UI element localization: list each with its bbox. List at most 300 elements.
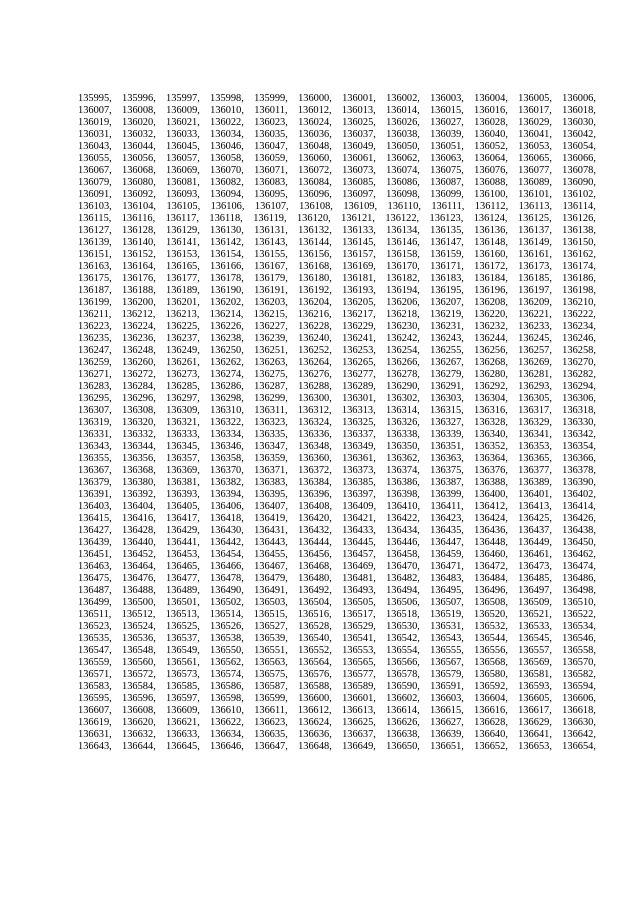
number-item: 136070, <box>210 165 244 176</box>
number-item: 136404, <box>122 501 156 512</box>
number-item: 136648, <box>298 741 332 752</box>
number-item: 136294, <box>562 381 596 392</box>
number-item: 136591, <box>430 681 464 692</box>
number-item: 136625, <box>342 717 376 728</box>
number-item: 136141, <box>166 237 200 248</box>
number-item: 136562, <box>210 657 244 668</box>
number-item: 136101, <box>518 189 552 200</box>
number-item: 136401, <box>518 489 552 500</box>
number-item: 136232, <box>474 321 508 332</box>
number-item: 136218, <box>385 309 420 320</box>
number-item: 136276, <box>298 369 332 380</box>
number-item: 136387, <box>430 477 464 488</box>
number-item: 136282, <box>562 369 596 380</box>
number-item: 136456, <box>298 549 332 560</box>
number-item: 136414, <box>562 501 596 512</box>
number-line <box>78 705 596 717</box>
number-item: 136096, <box>298 189 332 200</box>
number-item: 136494, <box>386 585 420 596</box>
number-item: 136174, <box>562 261 596 272</box>
number-line <box>78 117 596 129</box>
number-item: 136441, <box>166 537 200 548</box>
number-line <box>78 573 596 585</box>
number-item: 136346, <box>210 441 244 452</box>
number-item: 136503, <box>254 597 288 608</box>
number-item: 136587, <box>254 681 288 692</box>
number-item: 136421, <box>342 513 376 524</box>
number-item: 136553, <box>342 645 376 656</box>
number-item: 136563, <box>254 657 288 668</box>
number-item: 136190, <box>210 285 244 296</box>
number-item: 136001, <box>342 93 376 104</box>
number-item: 136078, <box>562 165 596 176</box>
number-line <box>78 681 596 693</box>
number-item: 136023, <box>254 117 288 128</box>
number-item: 136300, <box>298 393 332 404</box>
number-item: 136344, <box>122 441 156 452</box>
number-item: 136361, <box>342 453 376 464</box>
number-item: 136573, <box>166 669 200 680</box>
number-item: 136017, <box>518 105 552 116</box>
number-item: 136241, <box>342 333 376 344</box>
number-line <box>78 429 596 441</box>
number-item: 136301, <box>342 393 376 404</box>
number-item: 136036, <box>298 129 332 140</box>
number-item: 136268, <box>474 357 508 368</box>
number-item: 136155, <box>254 249 288 260</box>
number-item: 136111, <box>431 201 465 212</box>
number-item: 136095, <box>254 189 288 200</box>
number-item: 136035, <box>254 129 288 140</box>
number-item: 136515, <box>253 609 288 620</box>
number-item: 136338, <box>386 429 420 440</box>
number-item: 136365, <box>518 453 552 464</box>
number-item: 136085, <box>342 177 376 188</box>
number-item: 136574, <box>210 669 244 680</box>
number-item: 136131, <box>254 225 288 236</box>
number-item: 136295, <box>78 393 112 404</box>
number-item: 136307, <box>78 405 112 416</box>
number-item: 136556, <box>474 645 508 656</box>
number-item: 136467, <box>254 561 288 572</box>
number-item: 136589, <box>342 681 376 692</box>
number-line <box>78 477 596 489</box>
number-item: 136417, <box>166 513 200 524</box>
number-item: 136220, <box>474 309 508 320</box>
number-item: 136398, <box>386 489 420 500</box>
number-item: 136104, <box>122 201 156 212</box>
number-item: 136287, <box>254 381 288 392</box>
number-item: 136451, <box>78 549 112 560</box>
number-item: 136270, <box>562 357 596 368</box>
number-item: 136230, <box>386 321 420 332</box>
number-item: 136109, <box>343 201 378 212</box>
number-item: 136542, <box>386 633 420 644</box>
number-item: 136227, <box>254 321 288 332</box>
number-item: 136610, <box>210 705 244 716</box>
number-item: 136292, <box>474 381 508 392</box>
number-item: 136162, <box>562 249 596 260</box>
number-item: 136537, <box>166 633 200 644</box>
number-item: 136350, <box>386 441 420 452</box>
number-item: 136143, <box>254 237 288 248</box>
number-item: 136598, <box>210 693 244 704</box>
number-item: 136022, <box>210 117 244 128</box>
number-item: 136291, <box>430 381 464 392</box>
number-item: 136458, <box>386 549 420 560</box>
number-item: 136110, <box>387 201 421 212</box>
number-item: 136090, <box>562 177 596 188</box>
number-item: 136508, <box>474 597 508 608</box>
number-item: 136596, <box>122 693 156 704</box>
number-item: 136354, <box>562 441 596 452</box>
number-item: 136386, <box>386 477 420 488</box>
number-item: 136236, <box>122 333 156 344</box>
number-item: 136635, <box>254 729 288 740</box>
number-item: 136424, <box>474 513 508 524</box>
number-item: 136059, <box>254 153 288 164</box>
number-item: 136607, <box>78 705 112 716</box>
number-item: 136651, <box>430 741 464 752</box>
number-item: 136343, <box>78 441 112 452</box>
number-item: 136526, <box>210 621 244 632</box>
number-item: 136093, <box>166 189 200 200</box>
number-item: 136306, <box>562 393 596 404</box>
number-item: 136208, <box>474 297 508 308</box>
number-item: 136540, <box>298 633 332 644</box>
number-item: 136523, <box>78 621 112 632</box>
number-item: 136010, <box>210 105 244 116</box>
number-item: 136303, <box>430 393 464 404</box>
number-line <box>78 141 596 153</box>
number-item: 136376, <box>474 465 508 476</box>
number-item: 135999, <box>254 93 288 104</box>
number-item: 136617, <box>518 705 552 716</box>
number-item: 136335, <box>254 429 288 440</box>
number-item: 136453, <box>166 549 200 560</box>
number-item: 136524, <box>122 621 156 632</box>
number-item: 136438, <box>562 525 596 536</box>
number-item: 136439, <box>78 537 112 548</box>
number-item: 136396, <box>298 489 332 500</box>
number-line <box>78 513 596 525</box>
number-item: 136188, <box>122 285 156 296</box>
number-item: 136269, <box>518 357 552 368</box>
number-item: 136175, <box>78 273 112 284</box>
number-item: 136217, <box>341 309 376 320</box>
number-item: 136132, <box>298 225 332 236</box>
number-item: 136058, <box>210 153 244 164</box>
number-item: 136377, <box>518 465 552 476</box>
number-item: 136331, <box>78 429 112 440</box>
number-line <box>78 669 596 681</box>
number-item: 136646, <box>210 741 244 752</box>
number-item: 136619, <box>78 717 112 728</box>
number-item: 136168, <box>298 261 332 272</box>
number-item: 136249, <box>166 345 200 356</box>
number-item: 136187, <box>78 285 112 296</box>
number-item: 136449, <box>518 537 552 548</box>
number-item: 136497, <box>518 585 552 596</box>
number-item: 136461, <box>518 549 552 560</box>
number-item: 136129, <box>166 225 200 236</box>
number-item: 136603, <box>430 693 464 704</box>
number-item: 136358, <box>210 453 244 464</box>
number-item: 136529, <box>342 621 376 632</box>
number-item: 136024, <box>298 117 332 128</box>
number-item: 136543, <box>430 633 464 644</box>
number-item: 136388, <box>474 477 508 488</box>
number-item: 136608, <box>122 705 156 716</box>
number-item: 136011, <box>254 105 288 116</box>
number-item: 136233, <box>518 321 552 332</box>
number-item: 136237, <box>166 333 200 344</box>
number-line <box>78 153 596 165</box>
number-item: 136310, <box>210 405 244 416</box>
number-item: 136473, <box>518 561 552 572</box>
number-line <box>78 489 596 501</box>
number-item: 136215, <box>253 309 288 320</box>
number-item: 136500, <box>122 597 156 608</box>
number-item: 136018, <box>562 105 596 116</box>
number-item: 136211, <box>78 309 112 320</box>
number-item: 136469, <box>342 561 376 572</box>
number-item: 136484, <box>474 573 508 584</box>
number-item: 136000, <box>298 93 332 104</box>
number-item: 136570, <box>562 657 596 668</box>
number-item: 136147, <box>430 237 464 248</box>
number-line <box>78 369 596 381</box>
number-item: 136454, <box>210 549 244 560</box>
number-item: 136158, <box>386 249 420 260</box>
number-item: 136459, <box>430 549 464 560</box>
number-item: 136146, <box>386 237 420 248</box>
number-item: 136634, <box>210 729 244 740</box>
number-item: 136246, <box>562 333 596 344</box>
number-item: 136611, <box>254 705 288 716</box>
number-item: 136479, <box>254 573 288 584</box>
number-item: 136336, <box>298 429 332 440</box>
number-line <box>78 453 596 465</box>
number-item: 136339, <box>430 429 464 440</box>
number-item: 136092, <box>122 189 156 200</box>
number-item: 136105, <box>166 201 201 212</box>
number-item: 136535, <box>78 633 112 644</box>
number-item: 136369, <box>166 465 200 476</box>
number-item: 136314, <box>385 405 420 416</box>
number-item: 136379, <box>78 477 112 488</box>
number-item: 136616, <box>474 705 508 716</box>
number-item: 136199, <box>78 297 112 308</box>
number-item: 136302, <box>386 393 420 404</box>
number-item: 136328, <box>474 417 508 428</box>
number-item: 136037, <box>342 129 376 140</box>
number-line <box>78 417 596 429</box>
number-item: 136100, <box>474 189 508 200</box>
number-item: 136548, <box>122 645 156 656</box>
number-item: 136538, <box>210 633 244 644</box>
number-item: 136275, <box>254 369 288 380</box>
number-item: 136003, <box>430 93 464 104</box>
number-item: 136509, <box>518 597 552 608</box>
number-item: 136296, <box>122 393 156 404</box>
number-item: 136284, <box>122 381 156 392</box>
number-item: 136518, <box>385 609 420 620</box>
number-item: 136618, <box>562 705 596 716</box>
number-item: 136265, <box>342 357 376 368</box>
number-item: 136219, <box>429 309 464 320</box>
number-item: 136298, <box>210 393 244 404</box>
number-line <box>78 657 596 669</box>
number-item: 136004, <box>474 93 508 104</box>
number-item: 136413, <box>518 501 552 512</box>
number-item: 136179, <box>254 273 288 284</box>
number-item: 136259, <box>78 357 112 368</box>
number-item: 136186, <box>562 273 596 284</box>
number-item: 136114, <box>562 201 596 212</box>
number-item: 136083, <box>254 177 288 188</box>
number-item: 136330, <box>562 417 596 428</box>
number-item: 136418, <box>210 513 244 524</box>
number-item: 136136, <box>474 225 508 236</box>
number-line <box>78 297 596 309</box>
number-item: 136514, <box>209 609 244 620</box>
number-item: 136385, <box>342 477 376 488</box>
number-item: 136315, <box>429 405 464 416</box>
number-item: 136554, <box>386 645 420 656</box>
number-item: 135997, <box>166 93 200 104</box>
number-item: 136415, <box>78 513 112 524</box>
number-item: 136324, <box>298 417 332 428</box>
number-item: 136123, <box>429 213 464 224</box>
number-item: 136347, <box>254 441 288 452</box>
number-item: 136224, <box>122 321 156 332</box>
number-item: 136653, <box>518 741 552 752</box>
number-item: 136103, <box>78 201 112 212</box>
number-item: 136258, <box>562 345 596 356</box>
number-item: 136477, <box>166 573 200 584</box>
number-item: 136243, <box>430 333 464 344</box>
number-item: 136322, <box>210 417 244 428</box>
number-item: 136321, <box>166 417 200 428</box>
number-item: 136025, <box>342 117 376 128</box>
number-item: 136571, <box>78 669 112 680</box>
number-item: 136615, <box>429 705 464 716</box>
number-item: 136013, <box>341 105 376 116</box>
number-item: 136445, <box>342 537 376 548</box>
number-item: 136471, <box>430 561 464 572</box>
number-item: 136308, <box>122 405 156 416</box>
number-item: 136124, <box>473 213 508 224</box>
number-item: 136489, <box>166 585 200 596</box>
number-item: 136044, <box>122 141 156 152</box>
number-item: 136567, <box>430 657 464 668</box>
number-item: 136297, <box>166 393 200 404</box>
number-item: 136517, <box>341 609 376 620</box>
number-item: 136080, <box>122 177 156 188</box>
number-item: 136337, <box>342 429 376 440</box>
number-item: 136041, <box>518 129 552 140</box>
number-item: 136392, <box>122 489 156 500</box>
number-item: 136446, <box>386 537 420 548</box>
number-item: 136403, <box>78 501 112 512</box>
number-item: 136069, <box>166 165 200 176</box>
number-item: 136620, <box>122 717 156 728</box>
number-item: 136316, <box>474 405 508 416</box>
number-item: 136274, <box>210 369 244 380</box>
number-item: 136145, <box>342 237 376 248</box>
number-line <box>78 693 596 705</box>
number-item: 136054, <box>562 141 596 152</box>
number-item: 136406, <box>210 501 244 512</box>
number-item: 136202, <box>210 297 244 308</box>
number-item: 136160, <box>474 249 508 260</box>
number-item: 136367, <box>78 465 112 476</box>
number-item: 136082, <box>210 177 244 188</box>
number-item: 136504, <box>298 597 332 608</box>
number-item: 136311, <box>254 405 288 416</box>
number-item: 136210, <box>562 297 596 308</box>
number-item: 136351, <box>430 441 464 452</box>
number-item: 136560, <box>122 657 156 668</box>
number-item: 136091, <box>78 189 112 200</box>
number-item: 136493, <box>342 585 376 596</box>
number-item: 136055, <box>78 153 112 164</box>
number-item: 136558, <box>562 645 596 656</box>
number-item: 136325, <box>342 417 376 428</box>
number-item: 136348, <box>298 441 332 452</box>
number-item: 136501, <box>166 597 200 608</box>
number-item: 136397, <box>342 489 376 500</box>
number-item: 136192, <box>298 285 332 296</box>
number-item: 136042, <box>562 129 596 140</box>
number-item: 135996, <box>122 93 156 104</box>
number-item: 136389, <box>518 477 552 488</box>
number-item: 136077, <box>518 165 552 176</box>
number-item: 136433, <box>342 525 376 536</box>
number-item: 136475, <box>78 573 112 584</box>
number-item: 136393, <box>166 489 200 500</box>
number-item: 136541, <box>342 633 376 644</box>
number-line <box>78 393 596 405</box>
number-item: 136371, <box>254 465 288 476</box>
number-item: 136201, <box>166 297 200 308</box>
number-item: 136472, <box>474 561 508 572</box>
number-item: 136205, <box>342 297 376 308</box>
number-item: 136250, <box>210 345 244 356</box>
number-line <box>78 729 596 741</box>
number-item: 136432, <box>298 525 332 536</box>
number-item: 136021, <box>166 117 200 128</box>
number-item: 136492, <box>298 585 332 596</box>
number-item: 136434, <box>386 525 420 536</box>
number-item: 136273, <box>166 369 200 380</box>
number-item: 136476, <box>122 573 156 584</box>
number-item: 136450, <box>562 537 596 548</box>
number-item: 136630, <box>562 717 596 728</box>
number-item: 136185, <box>518 273 552 284</box>
number-item: 136170, <box>386 261 420 272</box>
number-item: 136197, <box>518 285 552 296</box>
number-item: 136609, <box>166 705 200 716</box>
number-item: 136198, <box>562 285 596 296</box>
number-item: 136552, <box>298 645 332 656</box>
number-item: 136097, <box>342 189 376 200</box>
number-item: 136299, <box>254 393 288 404</box>
number-line <box>78 177 596 189</box>
number-item: 136014, <box>385 105 420 116</box>
number-item: 136578, <box>386 669 420 680</box>
